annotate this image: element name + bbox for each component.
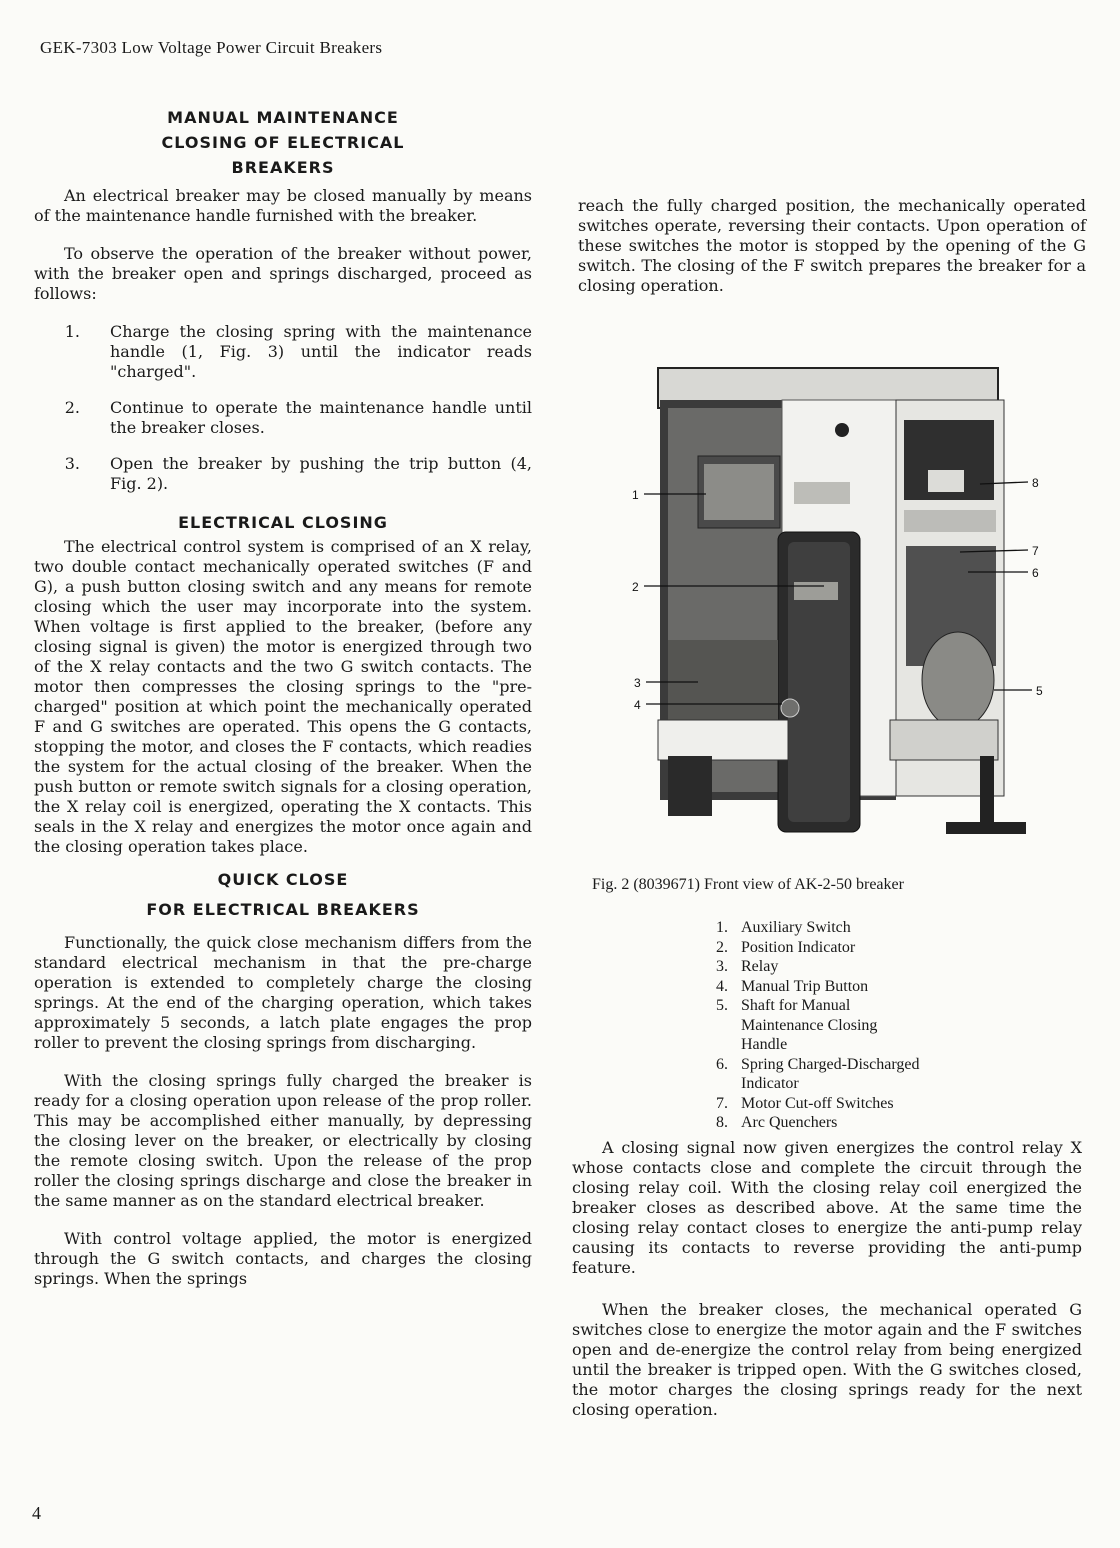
breaker-photo-figure [628, 360, 1068, 850]
paragraph: reach the fully charged position, the mechanically operated switches operate, reversing their contacts. Upon operation of these switches the motor is stopped by the opening of the G switch. The closing of the F switch prepares the breaker for a closing operation. [578, 196, 1086, 295]
list-item: 2. Position Indicator [716, 938, 856, 956]
breaker-photo [628, 360, 1068, 850]
heading-quick-close: QUICK CLOSE FOR ELECTRICAL BREAKERS [146, 870, 420, 919]
callout-label: 8 [1032, 476, 1039, 490]
callout-label: 7 [1032, 544, 1039, 558]
list-item: 1. Charge the closing spring with the maintenance handle (1, Fig. 3) until the indicator reads "charged". [64, 322, 532, 381]
paragraph: Functionally, the quick close mechanism differs from the standard electrical mechanism in that the pre-charge operation is extended to completely charge the closing springs. At the end of the charging operation, which takes approximately 5 seconds, a latch plate engages the prop roller to prevent the closing springs from discharging. [34, 933, 532, 1052]
list-item: 8. Arc Quenchers [716, 1114, 838, 1131]
paragraph: When the breaker closes, the mechanical operated G switches close to energize the motor again and the F switches open and de-energize the control relay from being energized until the breaker is tripped open. With the G switches closed, the motor charges the closing springs ready for the next closing operation. [572, 1300, 1082, 1419]
callout-label: 2 [632, 580, 639, 594]
heading-electrical-closing: ELECTRICAL CLOSING [178, 513, 388, 532]
paragraph: With control voltage applied, the motor is energized through the G switch contacts, and charges the closing springs. When the springs [34, 1229, 532, 1288]
callout-label: 1 [632, 488, 639, 502]
list-item: 4. Manual Trip Button [716, 977, 869, 995]
procedure-steps [34, 322, 532, 494]
callout-label: 3 [634, 676, 641, 690]
right-column [578, 196, 1086, 296]
list-item: 6. Spring Charged-Discharged Indicator [716, 1055, 920, 1092]
paragraph: An electrical breaker may be closed manually by means of the maintenance handle furnished with the breaker. [34, 186, 532, 225]
callout-label: 5 [1036, 684, 1043, 698]
page-number: 4 [32, 1503, 41, 1523]
list-item: 2. Continue to operate the maintenance handle until the breaker closes. [64, 398, 532, 437]
left-column [34, 105, 532, 1289]
paragraph: The electrical control system is comprised of an X relay, two double contact mechanically operated switches (F and G), a push button closing switch and any means for remote closing which the user may incorporate into the system. When voltage is first applied to the breaker, (before any closing signal is given) the motor is energized through two of the X relay contacts and the two G switch contacts. The motor then compresses the closing springs to the "pre-charged" position at which point the mechanically operated F and G switches are operated. This opens the G contacts, stopping the motor, and closes the F contacts, which readies the system for the actual closing of the breaker. When the push button or remote switch signals for a closing operation, the X relay coil is energized, operating the X contacts. This seals in the X relay and energizes the motor once again and the closing operation takes place. [34, 537, 532, 856]
right-column-lower [572, 1138, 1082, 1420]
list-item: 5. Shaft for Manual Maintenance Closing Handle [716, 997, 878, 1053]
list-item: 3. Open the breaker by pushing the trip button (4, Fig. 2). [64, 454, 532, 493]
paragraph: With the closing springs fully charged the breaker is ready for a closing operation upon release of the prop roller. This may be accomplished either manually, by depressing the closing lever on the breaker, or electrically by closing the remote closing switch. Upon the release of the prop roller the closing springs discharge and close the breaker in the same manner as on the standard electrical breaker. [34, 1071, 532, 1210]
paragraph: A closing signal now given energizes the control relay X whose contacts close and complete the circuit through the closing relay coil. With the closing relay coil energized the breaker closes as described above. At the same time the closing relay contact closes to energize the anti-pump relay causing its contacts to reverse providing the anti-pump feature. [572, 1138, 1082, 1277]
figure-caption: Fig. 2 (8039671) Front view of AK-2-50 breaker [592, 876, 904, 893]
callout-label: 6 [1032, 566, 1039, 580]
page-header: GEK-7303 Low Voltage Power Circuit Breakers [40, 38, 383, 57]
heading-manual-maintenance: MANUAL MAINTENANCE CLOSING OF ELECTRICAL BREAKERS [161, 108, 405, 177]
figure-legend [696, 918, 1021, 1133]
list-item: 7. Motor Cut-off Switches [716, 1094, 894, 1112]
list-item: 3. Relay [716, 958, 779, 975]
callout-label: 4 [634, 698, 641, 712]
list-item: 1. Auxiliary Switch [716, 919, 851, 936]
paragraph: To observe the operation of the breaker without power, with the breaker open and springs discharged, proceed as follows: [34, 244, 532, 303]
